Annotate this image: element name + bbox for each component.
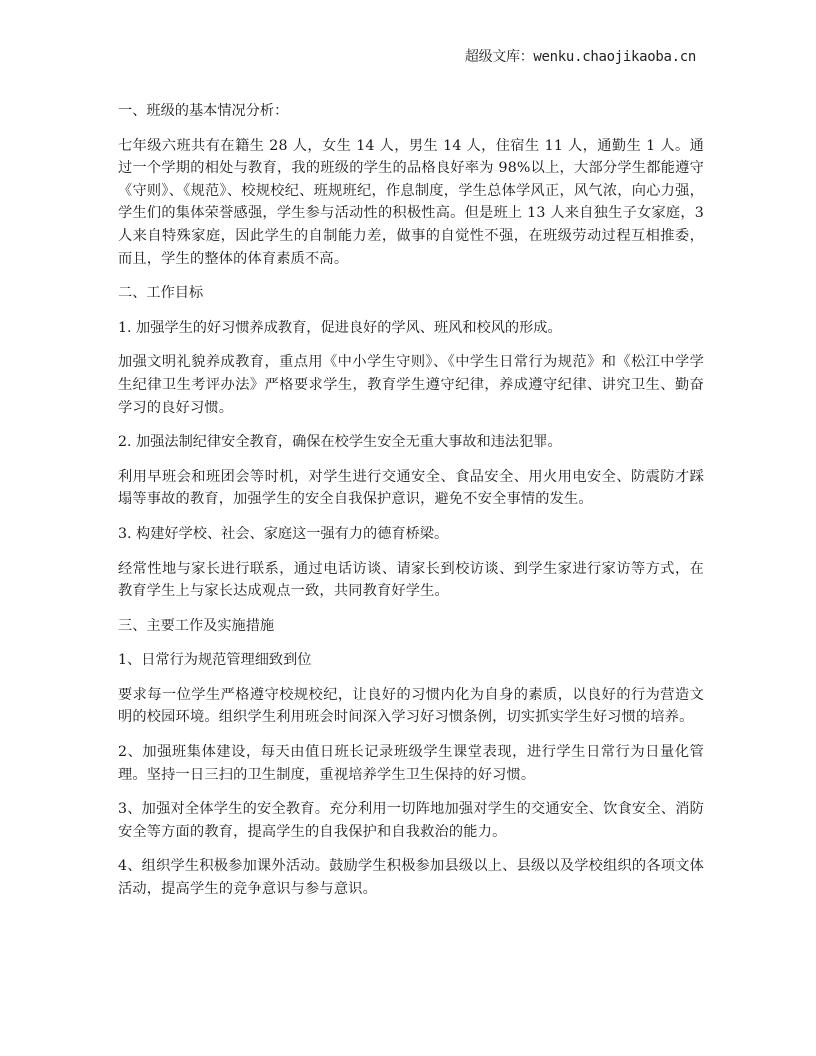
- goal-2-paragraph: 利用早班会和班团会等时机，对学生进行交通安全、食品安全、用火用电安全、防震防才踩塌等事故的教育，加强学生的安全自我保护意识，避免不安全事情的发生。: [118, 468, 704, 508]
- measure-4-paragraph: 4、组织学生积极参加课外活动。鼓励学生积极参加县级以上、县级以及学校组织的各项文体活动，提高学生的竞争意识与参与意识。: [118, 858, 704, 898]
- section-heading-measures: 三、主要工作及实施措施: [118, 617, 275, 634]
- goal-2-heading: 2. 加强法制纪律安全教育，确保在校学生安全无重大事故和违法犯罪。: [118, 434, 562, 451]
- document-body: [118, 100, 704, 913]
- source-watermark: 超级文库：wenku.chaojikaoba.cn: [464, 49, 696, 65]
- goal-1-paragraph: 加强文明礼貌养成教育，重点用《中小学生守则》、《中学生日常行为规范》和《松江中学学生纪律卫生考评办法》严格要求学生，教育学生遵守纪律，养成遵守纪律、讲究卫生、勤奋学习的良好习惯。: [118, 354, 704, 416]
- section-heading-analysis: 一、班级的基本情况分析：: [118, 103, 289, 119]
- measure-1-paragraph: 要求每一位学生严格遵守校规校纪，让良好的习惯内化为自身的素质，以良好的行为营造文明的校园环境。组织学生利用班会时间深入学习好习惯条例，切实抓实学生好习惯的培养。: [118, 686, 704, 726]
- goal-1-heading: 1. 加强学生的好习惯养成教育，促进良好的学风、班风和校风的形成。: [118, 319, 562, 336]
- measure-1-heading: 1、日常行为规范管理细致到位: [118, 652, 312, 669]
- section-heading-goals: 二、工作目标: [118, 285, 204, 302]
- goal-3-heading: 3. 构建好学校、社会、家庭这一强有力的德育桥梁。: [118, 525, 449, 542]
- goal-3-paragraph: 经常性地与家长进行联系，通过电话访谈、请家长到校访谈、到学生家进行家访等方式，在教育学生上与家长达成观点一致，共同教育好学生。: [118, 560, 704, 600]
- measure-2-paragraph: 2、加强班集体建设，每天由值日班长记录班级学生课堂表现，进行学生日常行为日量化管理。坚持一日三扫的卫生制度，重视培养学生卫生保持的好习惯。: [118, 744, 704, 783]
- paragraph-class-situation: 七年级六班共有在籍生 28 人，女生 14 人，男生 14 人，住宿生 11 人，通勤生 1 人。通过一个学期的相处与教育，我的班级的学生的品格良好率为 98%以上，大部分学生都能遵守《守则》、《规范》、校规校纪、班规班纪，作息制度，学生总体学风正，风气浓，向心力强，学生们的集体荣誉感强，学生参与活动性的积极性高。但是班上 13 人来自独生子女家庭，3 人来自特殊家庭，因此学生的自制能力差，做事的自觉性不强，在班级劳动过程互相推委，而且，学生的整体的体育素质不高。: [118, 137, 704, 267]
- measure-3-paragraph: 3、加强对全体学生的安全教育。充分利用一切阵地加强对学生的交通安全、饮食安全、消防安全等方面的教育，提高学生的自我保护和自我救治的能力。: [118, 801, 704, 840]
